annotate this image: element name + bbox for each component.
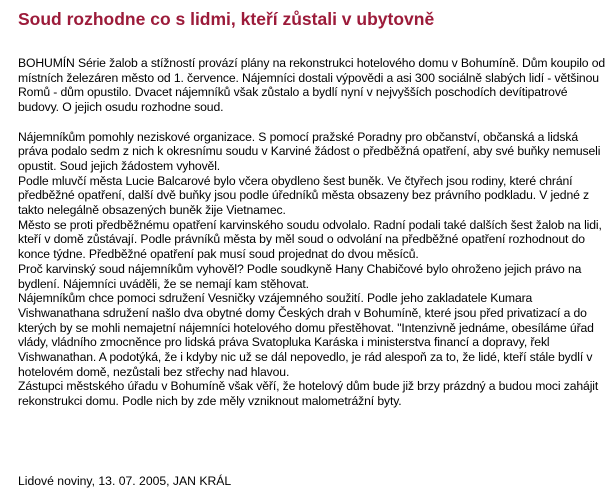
article-paragraph-3: Podle mluvčí města Lucie Balcarové bylo včera obydleno šest buněk. Ve čtyřech jsou rodiny, které chrání předběžné opatření, další dvě buňky jsou podle úředníků města obsazeny bez právního podkladu. V jedné z takto nelegálně obsazených buněk žije Vietnamec. <box>18 173 589 218</box>
article-paragraph-5: Proč karvinský soud nájemníkům vyhověl? Podle soudkyně Hany Chabičové bylo ohroženo jejich právo na bydlení. Nájemníci uváděli, že se nemají kam stěhovat. <box>18 261 582 291</box>
article-paragraph-4: Město se proti předběžnému opatření karvinského soudu odvolalo. Radní podali také dalších šest žalob na lidi, kteří v domě zůstávají. Podle právníků města by měl soud o odvolání na předběžné opatření rozhodnout do konce týdne. Předběžné opatření pak musí soud projednat do dvou měsíců. <box>18 217 602 262</box>
article-paragraph-7: Zástupci městského úřadu v Bohumíně však věří, že hotelový dům bude již brzy prázdný a budou moci zahájit rekonstrukci domu. Podle nich by zde měly vzniknout malometrážní byty. <box>18 379 599 409</box>
article-paragraph-6: Nájemníkům chce pomoci sdružení Vesničky vzájemného soužití. Podle jeho zakladatele Kumara Vishwanathana sdružení našlo dva obytné domy Českých drah v Bohumíně, které jsou před privatizací a do kterých by se mohli nemajetní nájemníci hotelového domu přestěhovat. "Intenzivně jednáme, obesíláme úřad vlády, vládního zmocněnce pro lidská práva Svatopluka Karáska i ministerstva financí a dopravy, řekl Vishwanathan. A podotýká, že i kdyby nic už se dál nepovedlo, je rád alespoň za to, že lidé, kteří stále bydlí v hotelovém domě, nezůstali bez střechy nad hlavou. <box>18 291 594 379</box>
article-source: Lidové noviny, 13. 07. 2005, JAN KRÁL <box>18 474 232 488</box>
article-title: Soud rozhodne co s lidmi, kteří zůstali v ubytovně <box>18 9 435 29</box>
paragraph-spacer <box>18 115 608 130</box>
article-paragraph-1: BOHUMÍN Série žalob a stížností provází plány na rekonstrukci hotelového domu v Bohumíně. Dům koupilo od místních železáren město od 1. července. Nájemníci dostali výpovědi a asi 300 sociálně slabých lidí - většinou Romů - dům opustilo. Dvacet nájemníků však zůstalo a bydlí nyní v nejvyšších poschodích devítipatrové budovy. O jejich osudu rozhodne soud. <box>18 56 606 115</box>
article-body <box>18 56 608 409</box>
article-paragraph-2: Nájemníkům pomohly neziskové organizace. S pomocí pražské Poradny pro občanství, občanská a lidská práva podalo sedm z nich k okresnímu soudu v Karviné žádost o předběžná opatření, aby své buňky nemuseli opustit. Soud jejich žádostem vyhověl. <box>18 129 601 173</box>
